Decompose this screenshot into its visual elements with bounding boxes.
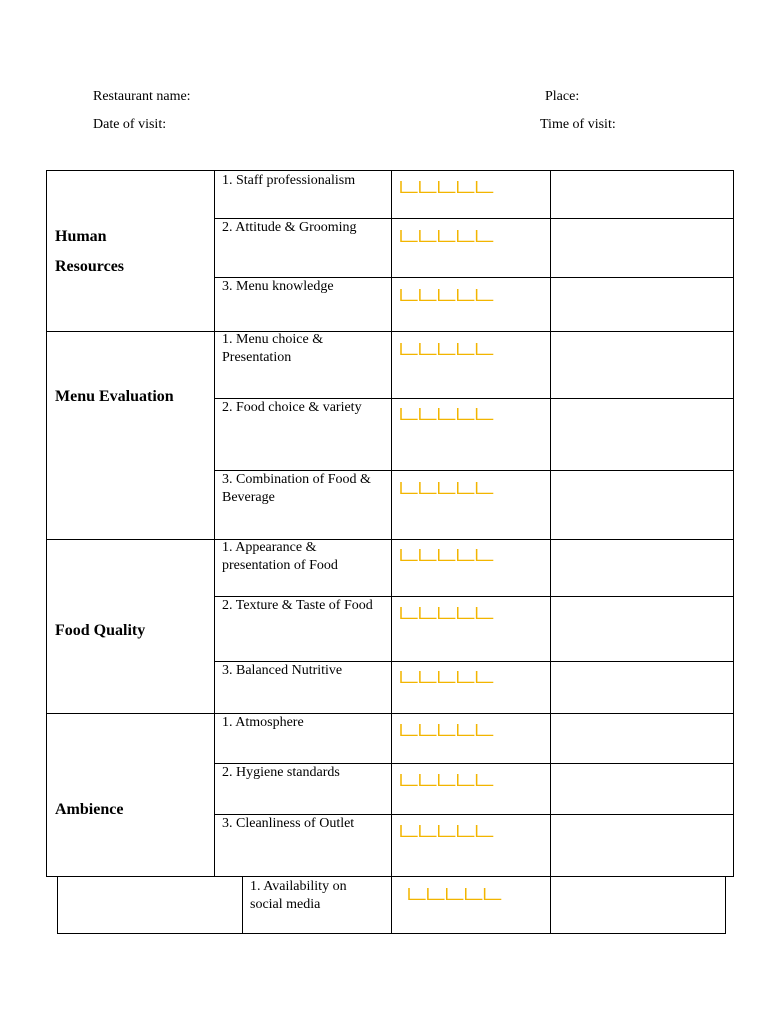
date-of-visit-label: Date of visit: (93, 117, 167, 132)
criterion-atmosphere: 1. Atmosphere (222, 715, 304, 730)
rating-stars[interactable]: டடடடட (406, 879, 501, 906)
criterion-social-media: 1. Availability on social media (250, 879, 347, 912)
rating-stars[interactable]: டடடடட (398, 540, 493, 567)
criterion-hygiene-standards: 2. Hygiene standards (222, 765, 340, 780)
criterion-attitude-grooming: 2. Attitude & Grooming (222, 220, 357, 235)
criterion-appearance-presentation: 1. Appearance & presentation of Food (222, 540, 338, 573)
rating-stars[interactable]: டடடடட (398, 598, 493, 625)
restaurant-name-label: Restaurant name: (93, 89, 191, 104)
rating-stars[interactable]: டடடடட (398, 765, 493, 792)
rating-stars[interactable]: டடடடட (398, 221, 493, 248)
rating-stars[interactable]: டடடடட (398, 473, 493, 500)
rating-stars[interactable]: டடடடட (398, 715, 493, 742)
criterion-cleanliness-outlet: 3. Cleanliness of Outlet (222, 816, 355, 831)
criterion-balanced-nutritive: 3. Balanced Nutritive (222, 663, 343, 678)
criterion-food-choice-variety: 2. Food choice & variety (222, 400, 362, 415)
rating-stars[interactable]: டடடடட (398, 334, 493, 361)
place-label: Place: (545, 89, 580, 104)
section-title-menu-evaluation: Menu Evaluation (55, 388, 174, 405)
section-title-food-quality: Food Quality (55, 622, 146, 639)
criterion-staff-professionalism: 1. Staff professionalism (222, 173, 356, 188)
rating-stars[interactable]: டடடடட (398, 172, 493, 199)
section-title-line2: Resources (55, 258, 125, 275)
criterion-combination-food-beverage: 3. Combination of Food & Beverage (222, 472, 371, 505)
section-title-human-resources (55, 222, 124, 282)
section-title-line1: Human (55, 228, 107, 245)
rating-stars[interactable]: டடடடட (398, 280, 493, 307)
criterion-texture-taste: 2. Texture & Taste of Food (222, 598, 373, 613)
criterion-menu-knowledge: 3. Menu knowledge (222, 279, 334, 294)
criterion-menu-choice-presentation: 1. Menu choice & Presentation (222, 332, 324, 365)
rating-stars[interactable]: டடடடட (398, 399, 493, 426)
section-title-ambience: Ambience (55, 801, 124, 818)
time-of-visit-label: Time of visit: (540, 117, 616, 132)
rating-stars[interactable]: டடடடட (398, 816, 493, 843)
rating-stars[interactable]: டடடடட (398, 662, 493, 689)
